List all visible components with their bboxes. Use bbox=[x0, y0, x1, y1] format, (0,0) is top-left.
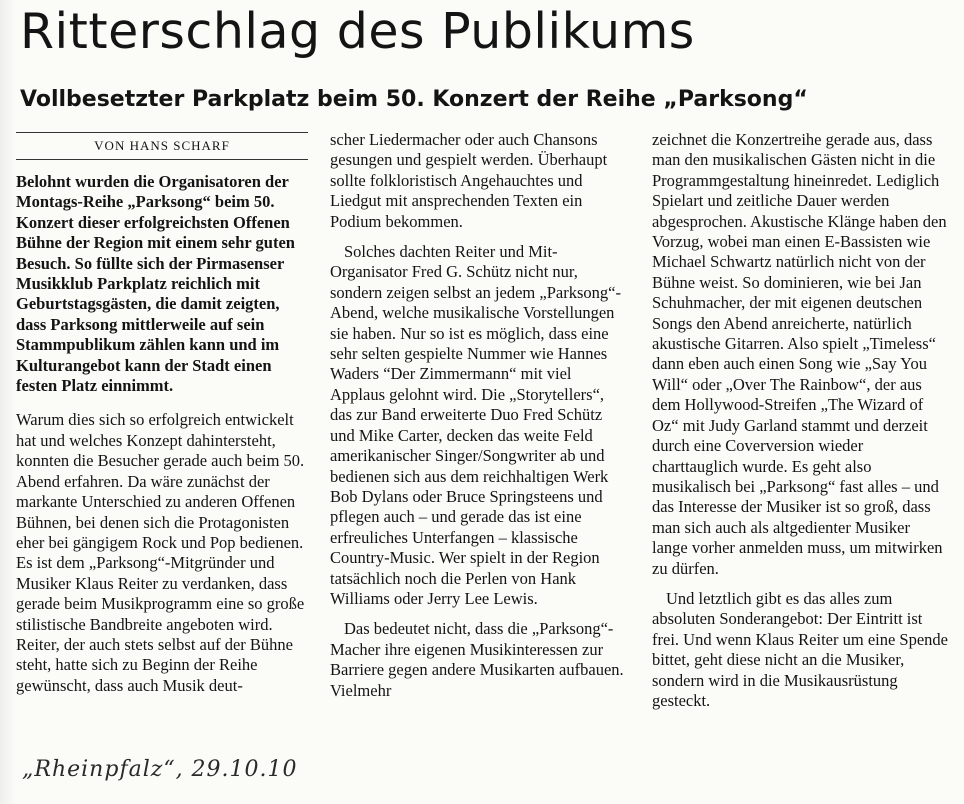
column-2 bbox=[330, 130, 628, 701]
body-paragraph: zeichnet die Konzertreihe gerade aus, dass man den musikalischen Gästen nicht in die Programmgestaltung hineinredet. Lediglich Spielart und zeitliche Dauer werden abgesprochen. Akustische Klänge haben den Vorzug, wobei man einen E-Bassisten wie Michael Schwartz natürlich nicht von der Bühne weist. So dominieren, wie bei Jan Schuhmacher, der mit eigenen deutschen Songs den Abend anreicherte, natürlich akustische Gitarren. Also spielt „Timeless“ dann eben auch einen Song wie „Say You Will“ oder „Over The Rainbow“, der aus dem Hollywood-Streifen „The Wizard of Oz“ mit Judy Garland stammt und derzeit durch eine Coverversion wieder charttauglich wurde. Es geht also musikalisch bei „Parksong“ fast alles – und das Interesse der Musiker ist so groß, dass man sich auch als altgedienter Musiker lange vorher anmelden muss, um mitwirken zu dürfen. bbox=[652, 130, 947, 578]
body-paragraph: Und letztlich gibt es das alles zum absoluten Sonderangebot: Der Eintritt ist frei. Und wenn Klaus Reiter um eine Spende bittet, geht diese nicht an die Musiker, sondern wird in die Musikausrüstung gesteckt. bbox=[652, 588, 949, 710]
body-paragraph: Warum dies sich so erfolgreich entwickelt hat und welches Konzept dahintersteht, konnten die Besucher gerade auch beim 50. Abend erfahren. Da wäre zunächst der markante Unterschied zu anderen Offenen Bühnen, bei denen sich die Protagonisten eher bei gängigem Rock und Pop bedienen. Es ist dem „Parksong“-Mitgründer und Musiker Klaus Reiter zu verdanken, dass gerade beim Musikprogramm eine so große stilistische Bandbreite angeboten wird. Reiter, der auch stets selbst auf der Bühne steht, hatte sich zu Beginn der Reihe gewünscht, dass auch Musik deut- bbox=[16, 410, 305, 695]
subheadline: Vollbesetzter Parkplatz beim 50. Konzert der Reihe „Parksong“ bbox=[20, 87, 808, 112]
body-paragraph: Das bedeutet nicht, dass die „Parksong“-Macher ihre eigenen Musikinteressen zur Barriere gegen andere Musikarten aufbauen. Vielmehr bbox=[330, 619, 624, 700]
body-paragraph: scher Liedermacher oder auch Chansons gesungen und gespielt werden. Überhaupt sollte folkloristisch Angehauchtes und Liedgut mit ansprechenden Texten ein Podium bekommen. bbox=[330, 130, 608, 231]
column-3 bbox=[652, 130, 948, 711]
byline: VON HANS SCHARF bbox=[94, 138, 230, 153]
body-paragraph: Solches dachten Reiter und Mit-Organisator Fred G. Schütz nicht nur, sondern zeigen selbst an jedem „Parksong“-Abend, welche musikalische Vorstellungen sie haben. Nur so ist es möglich, dass eine sehr selten gespielte Nummer wie Hannes Waders “Der Zimmermann“ mit viel Applaus gelohnt wird. Die „Storytellers“, das zur Band erweiterte Duo Fred Schütz und Mike Carter, decken das weite Feld amerikanischer Singer/Songwriter ab und bedienen sich aus dem reichhaltigen Werk Bob Dylans oder Bruce Springsteens und pflegen auch – und gerade das ist eine erfreuliches Unterfangen – klassische Country-Music. Wer spielt in der Region tatsächlich noch die Perlen von Hank Williams oder Jerry Lee Lewis. bbox=[330, 242, 621, 608]
column-1 bbox=[16, 172, 312, 696]
handwritten-source-note: „Rheinpfalz“, 29.10.10 bbox=[22, 757, 298, 782]
byline-box bbox=[16, 132, 308, 160]
headline: Ritterschlag des Publikums bbox=[20, 3, 695, 60]
lead-paragraph: Belohnt wurden die Organisatoren der Montags-Reihe „Parksong“ beim 50. Konzert dieser erfolgreichsten Offenen Bühne der Region mit einem sehr guten Besuch. So füllte sich der Pirmasenser Musikklub Parkplatz reichlich mit Geburtstagsgästen, die damit zeigten, dass Parksong mittlerweile auf sein Stammpublikum zählen kann und im Kulturangebot kann der Stadt einen festen Platz einnimmt. bbox=[16, 172, 295, 396]
page-edge-shadow bbox=[0, 0, 16, 804]
